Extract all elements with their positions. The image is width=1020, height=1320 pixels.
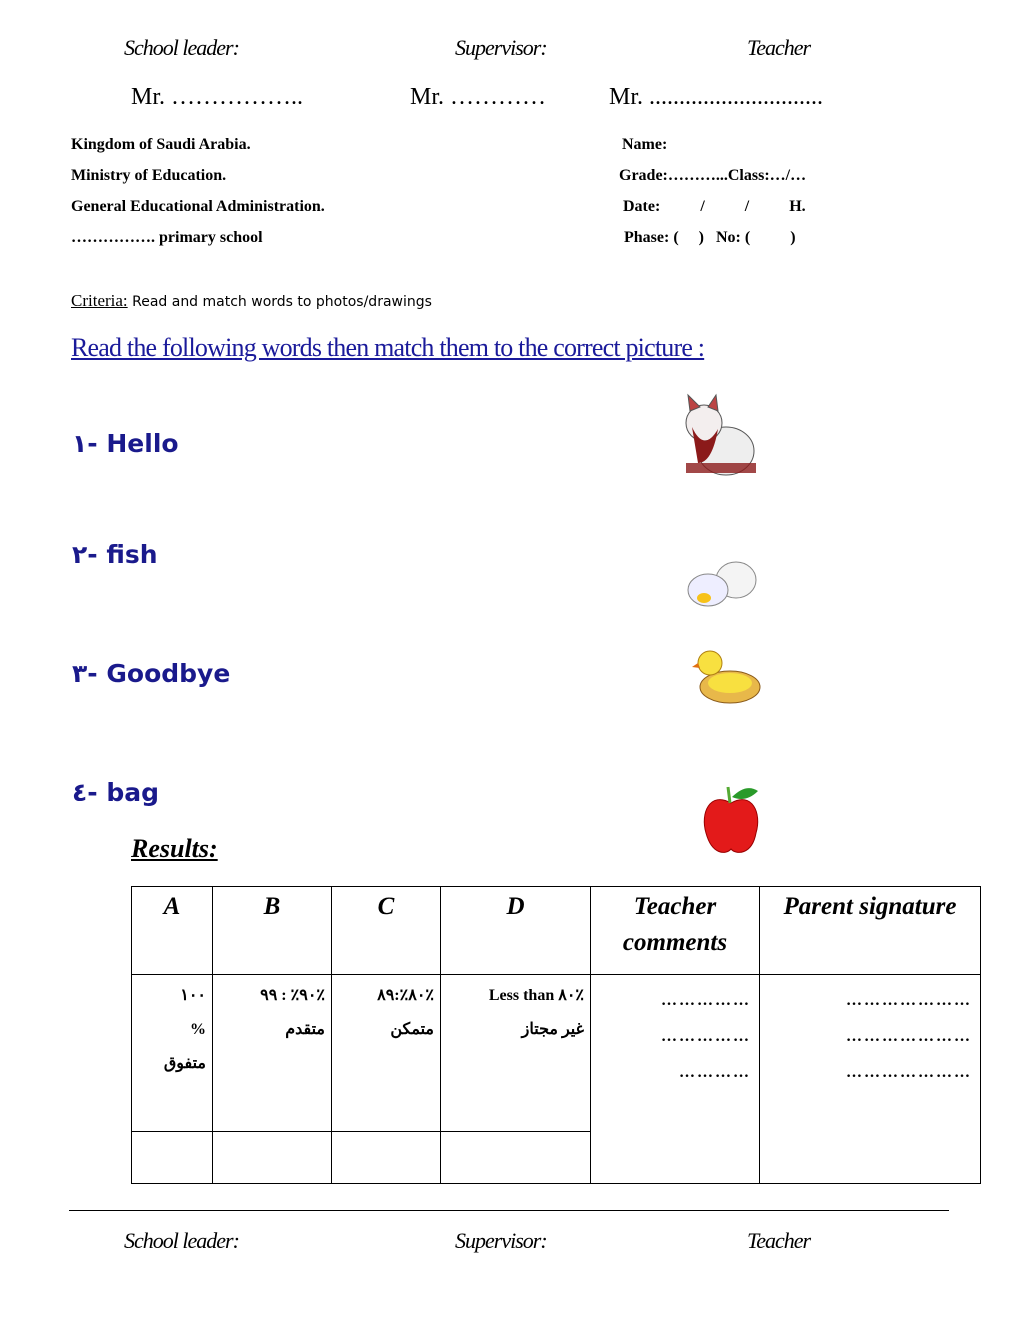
- dots: …………: [679, 1064, 751, 1081]
- school-leader-label: School leader:: [124, 35, 239, 60]
- item-word: Hello: [106, 429, 179, 458]
- header-school: ……………. primary school: [71, 229, 263, 246]
- cell-c: [332, 975, 441, 1132]
- item-number: ٢-: [72, 540, 98, 569]
- supervisor-name: Mr. …………: [410, 84, 547, 110]
- cat-picture[interactable]: [668, 393, 760, 481]
- mark-c[interactable]: [332, 1132, 441, 1184]
- item-word: Goodbye: [106, 659, 231, 688]
- teacher-label-bottom: Teacher: [747, 1228, 811, 1253]
- mark-d[interactable]: [441, 1132, 591, 1184]
- grade-class-field: Grade:………...Class:…/…: [619, 167, 807, 184]
- item-number: ١-: [72, 429, 98, 458]
- level: متقدم: [285, 1021, 325, 1038]
- range: ٨٠٪:٨٩٪: [377, 987, 434, 1004]
- criteria-label: Criteria:: [71, 291, 128, 310]
- school-leader-label-bottom: School leader:: [124, 1228, 239, 1253]
- dots: …………………: [846, 1028, 972, 1045]
- chick-picture[interactable]: [692, 645, 764, 707]
- header-parent-signature: Parent signature: [760, 887, 981, 975]
- divider: [69, 1210, 949, 1211]
- mark-a[interactable]: [132, 1132, 213, 1184]
- header-ministry: Ministry of Education.: [71, 167, 227, 184]
- cell-d: [441, 975, 591, 1132]
- supervisor-label-bottom: Supervisor:: [455, 1228, 547, 1253]
- level: غير مجتاز: [521, 1021, 584, 1038]
- dots: …………………: [846, 1064, 972, 1081]
- teacher-name: Mr. .............................: [609, 84, 824, 110]
- mark-b[interactable]: [213, 1132, 332, 1184]
- word-item-2: [72, 540, 158, 569]
- header-kingdom: Kingdom of Saudi Arabia.: [71, 136, 251, 153]
- dots: …………………: [846, 992, 972, 1009]
- cell-b: [213, 975, 332, 1132]
- level: متفوق: [163, 1055, 206, 1072]
- teacher-label: Teacher: [747, 35, 811, 60]
- parent-signature-field[interactable]: [760, 975, 981, 1184]
- header-a: A: [132, 887, 213, 975]
- teacher-comments-field[interactable]: [591, 975, 760, 1184]
- phase-no-field: Phase: ( ) No: ( ): [624, 229, 796, 246]
- supervisor-label: Supervisor:: [455, 35, 547, 60]
- criteria: [71, 291, 432, 311]
- dots: ……………: [661, 992, 751, 1009]
- header-b: B: [213, 887, 332, 975]
- item-number: ٣-: [72, 659, 98, 688]
- item-word: fish: [106, 540, 158, 569]
- cell-a: [132, 975, 213, 1132]
- header-d: D: [441, 887, 591, 975]
- results-table: [131, 886, 981, 1184]
- item-word: bag: [106, 778, 160, 807]
- instruction-title: Read the following words then match them to the correct picture :: [71, 333, 705, 362]
- range: ٩٠٪ : ٩٩٪: [260, 987, 325, 1004]
- range: %: [190, 1021, 206, 1038]
- dots: ……………: [661, 1028, 751, 1045]
- apple-picture[interactable]: [700, 783, 762, 857]
- results-label: Results:: [131, 834, 218, 863]
- date-field: Date: / / H.: [623, 198, 806, 215]
- level: متمكن: [390, 1021, 434, 1038]
- word-item-1: [72, 429, 179, 458]
- name-field: Name:: [622, 136, 668, 153]
- word-item-4: [72, 778, 159, 807]
- header-administration: General Educational Administration.: [71, 198, 325, 215]
- header-c: C: [332, 887, 441, 975]
- school-leader-name: Mr. ……………..: [131, 84, 304, 110]
- eggs-picture[interactable]: [684, 558, 760, 610]
- item-number: ٤-: [72, 778, 98, 807]
- range: ١٠٠: [180, 987, 206, 1004]
- word-item-3: [72, 659, 230, 688]
- range: Less than ٨٠٪: [488, 987, 584, 1004]
- criteria-text: Read and match words to photos/drawings: [127, 294, 432, 310]
- header-teacher-comments: Teacher comments: [591, 887, 760, 975]
